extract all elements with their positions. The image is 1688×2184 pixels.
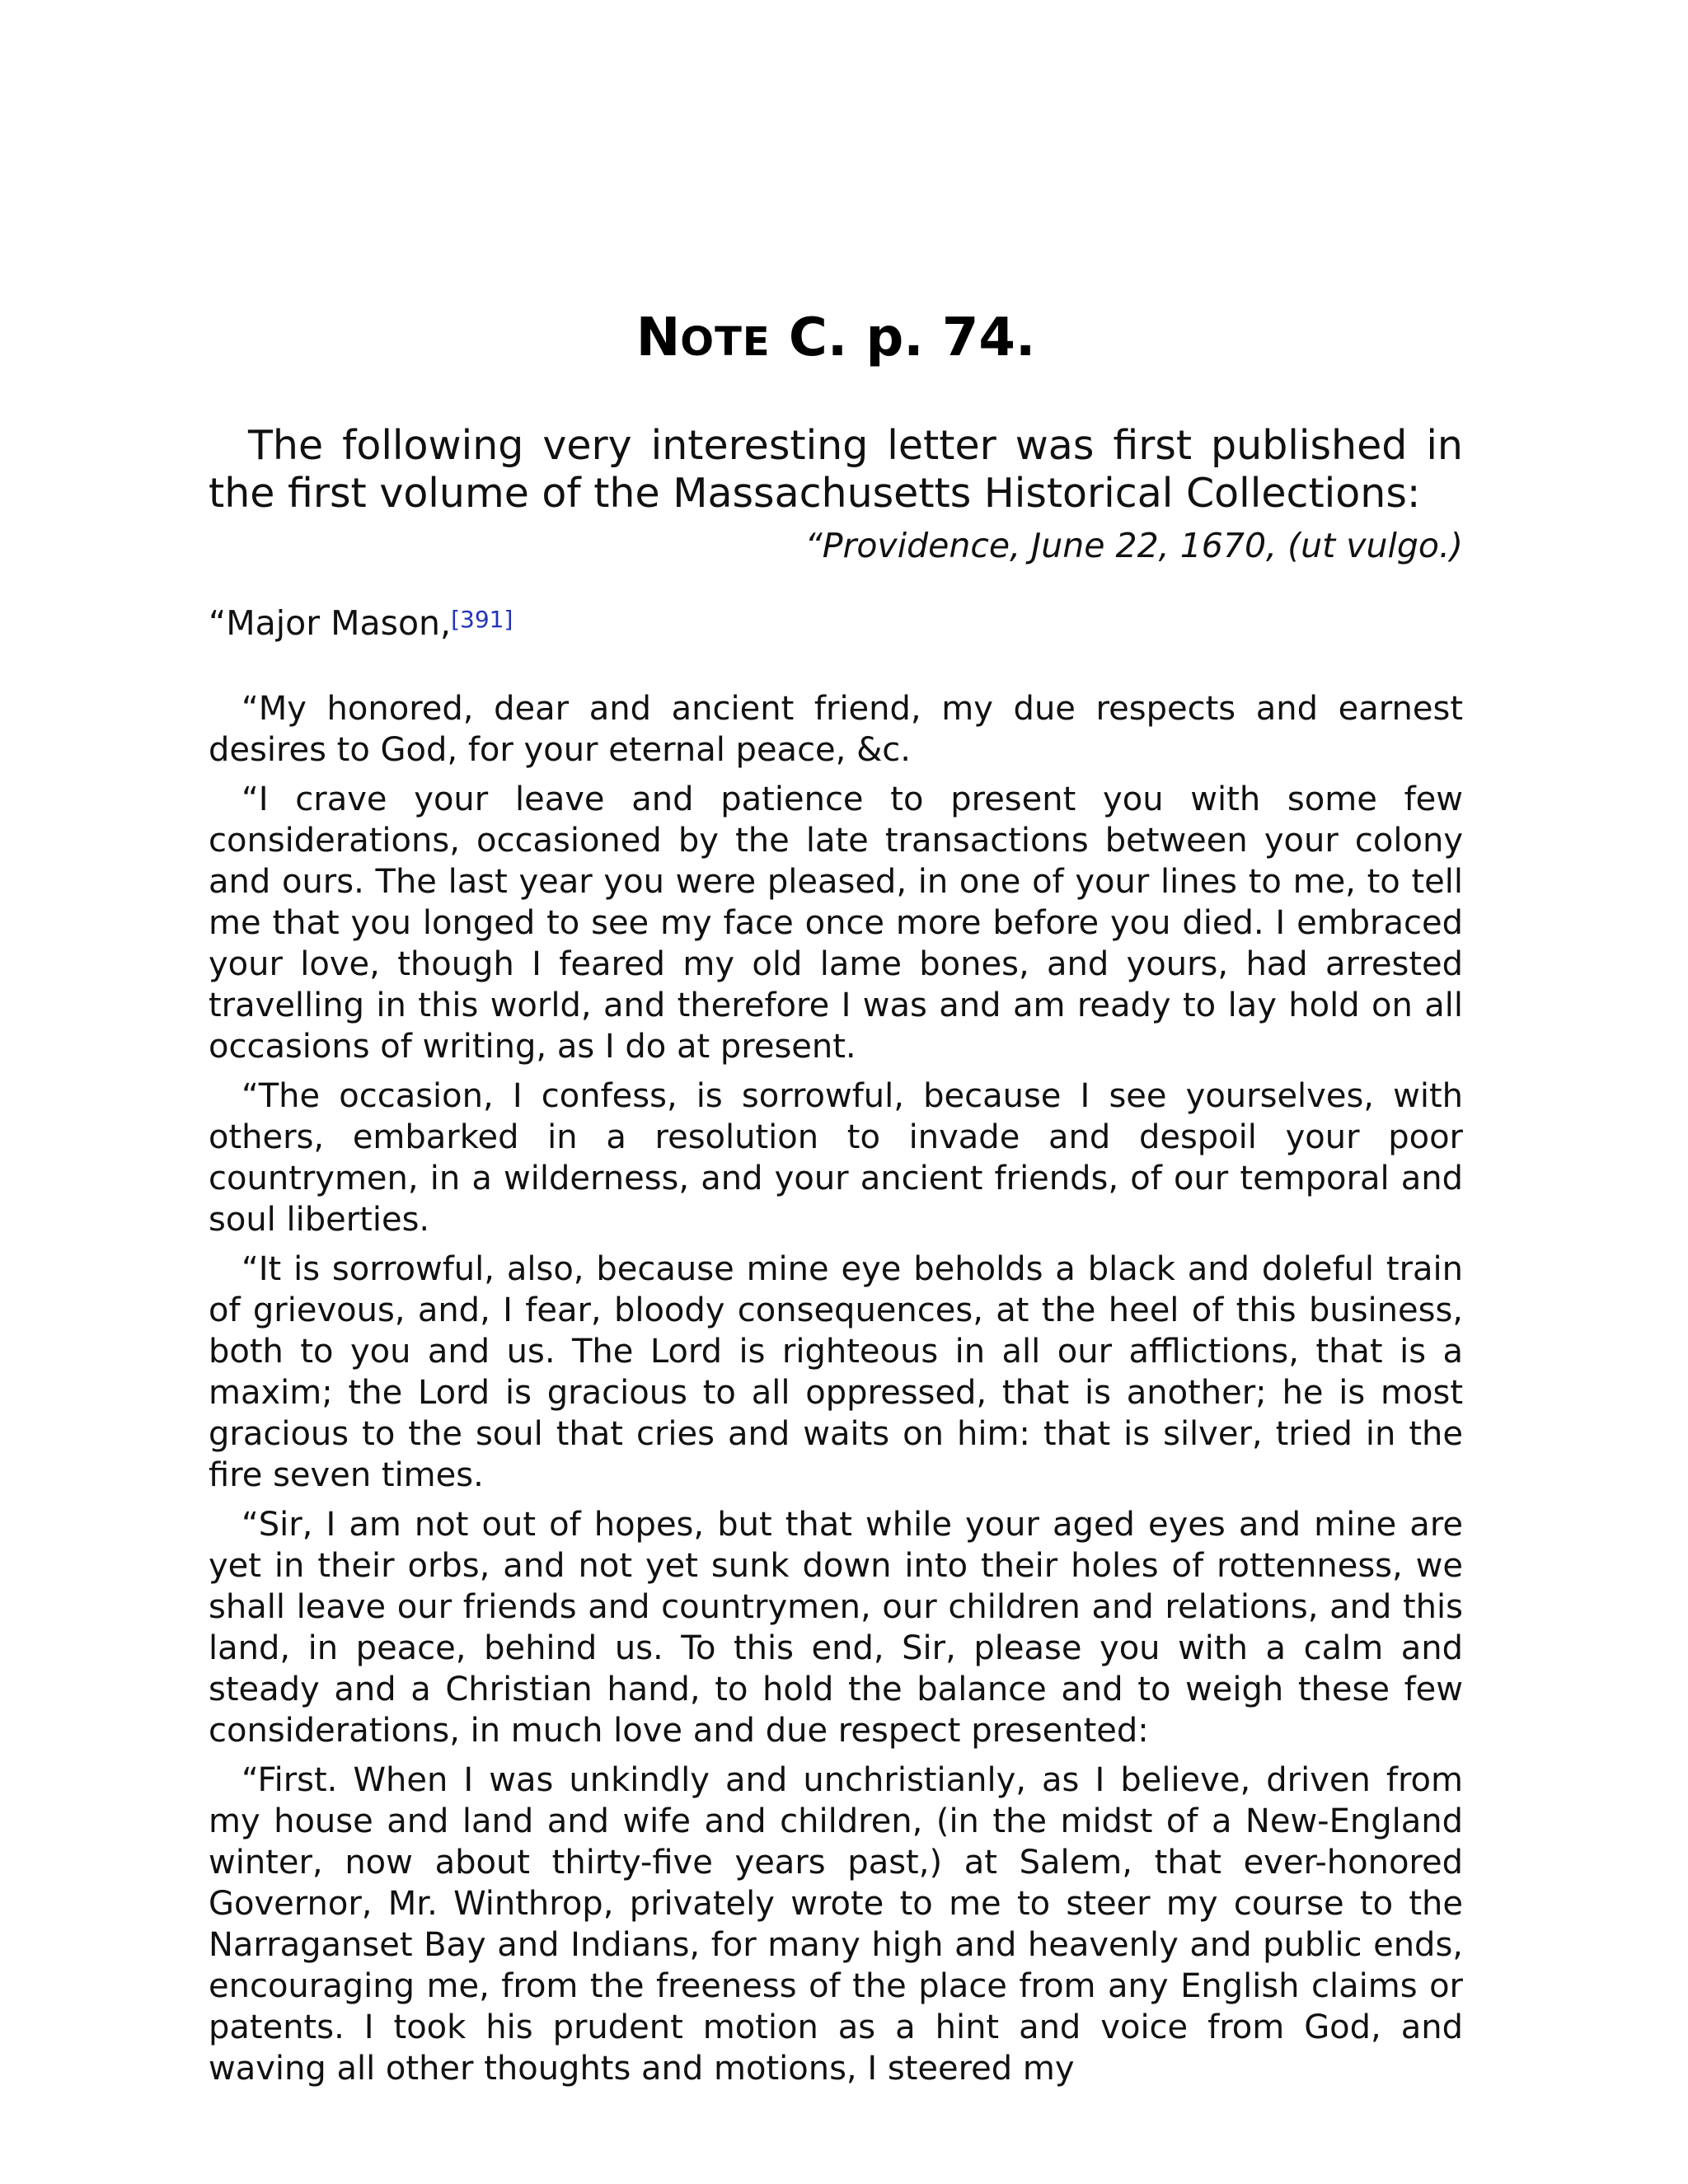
heading-reference: C. p. 74.: [770, 307, 1036, 368]
letter-paragraph: “First. When I was unkindly and unchristianly, as I believe, driven from my house and land and wife and children, (in the midst of a New-England winter, now about thirty-five years past,) at Salem, that ever-honored Governor, Mr. Winthrop, privately wrote to me to steer my course to the Narraganset Bay and Indians, for many high and heavenly and public ends, encouraging me, from the freeness of the place from any English claims or patents. I took his prudent motion as a hint and voice from God, and waving all other thoughts and motions, I steered my: [209, 1761, 1463, 2088]
heading-initial: N: [635, 307, 681, 368]
letter-paragraph: “I crave your leave and patience to present you with some few considerations, occasioned by the late transactions between your colony and ours. The last year you were pleased, in one of your lines to me, to tell me that you longed to see my face once more before you died. I embraced your love, though I feared my old lame bones, and yours, had arrested travelling in this world, and therefore I was and am ready to lay hold on all occasions of writing, as I do at present.: [209, 780, 1463, 1066]
letter-salutation: [209, 602, 1463, 644]
footnote-link[interactable]: [391]: [451, 606, 513, 633]
salutation-text: “Major Mason,: [209, 603, 452, 643]
letter-paragraph: “The occasion, I confess, is sorrowful, because I see yourselves, with others, embarked in a resolution to invade and despoil your poor countrymen, in a wilderness, and your ancient friends, of our temporal and soul liberties.: [209, 1077, 1463, 1239]
letter-paragraph: “It is sorrowful, also, because mine eye beholds a black and doleful train of grievous, and, I fear, bloody consequences, at the heel of this business, both to you and us. The Lord is righteous in all our afflictions, that is a maxim; the Lord is gracious to all oppressed, that is another; he is most gracious to the soul that cries and waits on him: that is silver, tried in the fire seven times.: [209, 1250, 1463, 1494]
heading-smallcaps: OTE: [680, 319, 771, 365]
intro-paragraph: The following very interesting letter was first published in the first volume of the Massachusetts Historical Collections:: [209, 422, 1463, 517]
letter-body: [209, 688, 1463, 2097]
letter-paragraph: “Sir, I am not out of hopes, but that while your aged eyes and mine are yet in their orbs, and not yet sunk down into their holes of rottenness, we shall leave our friends and countrymen, our children and relations, and this land, in peace, behind us. To this end, Sir, please you with a calm and steady and a Christian hand, to hold the balance and to weigh these few considerations, in much love and due respect presented:: [209, 1506, 1463, 1750]
letter-dateline: “Providence, June 22, 1670, (ut vulgo.): [804, 526, 1463, 565]
letter-paragraph: “My honored, dear and ancient friend, my due respects and earnest desires to God, for your eternal peace, &c.: [209, 690, 1463, 769]
note-heading: [209, 305, 1463, 375]
